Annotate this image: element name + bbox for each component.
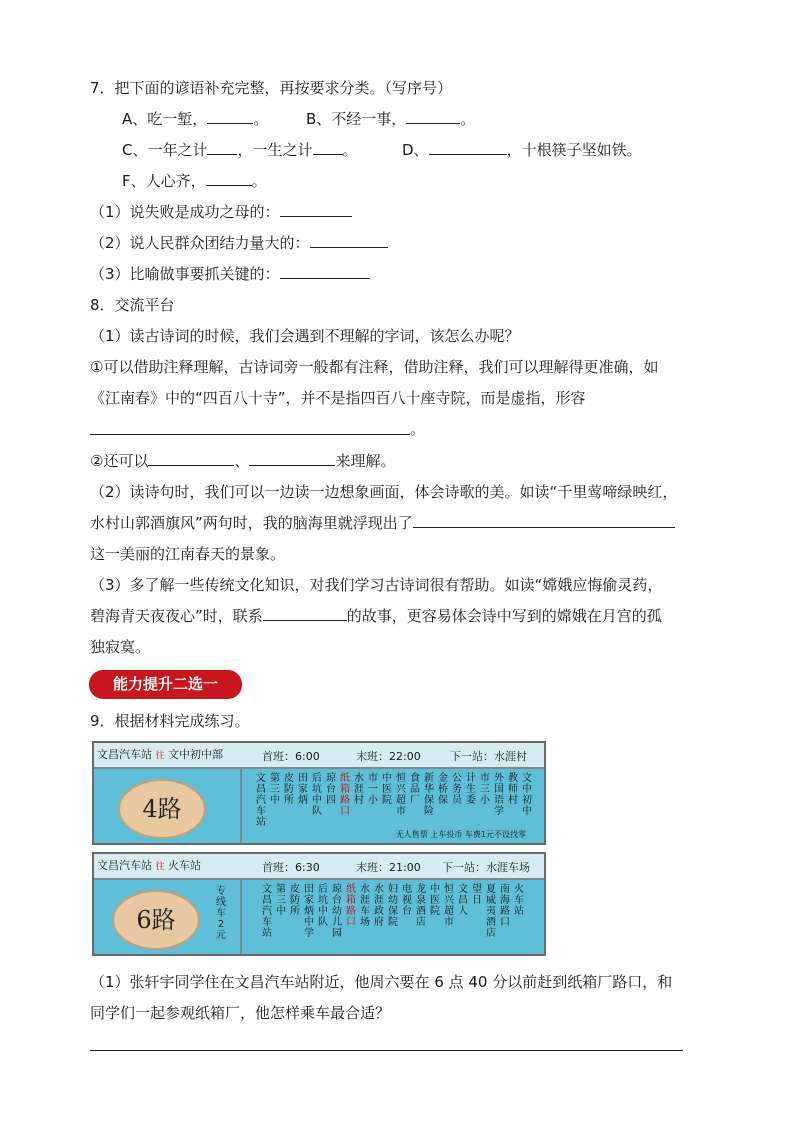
bus-4-header xyxy=(94,743,544,769)
q8-p7 xyxy=(90,513,675,533)
section-badge: 能力提升二选一 xyxy=(89,670,242,699)
q7-sub1-blank[interactable] xyxy=(280,202,352,217)
bus-4-route-arrow: 往 xyxy=(155,751,165,761)
bus-6-route xyxy=(97,857,201,873)
q7-f-blank[interactable] xyxy=(206,171,252,186)
q7-a-label: A、吃一堑， xyxy=(122,110,208,128)
bus-4-stop: 琼 台 四 xyxy=(326,773,336,806)
bus-6-special: 专 线 车 2 元 xyxy=(216,886,226,941)
q7-sub3-text: （3）比喻做事要抓关键的： xyxy=(90,265,280,283)
q8-p3: 《江南春》中的“四百八十寺”，并不是指四百八十座寺院，而是虚指，形容 xyxy=(90,389,586,407)
q8-p8: 这一美丽的江南春天的景象。 xyxy=(90,545,286,563)
bus-6-stop: 火 车 站 xyxy=(514,884,524,917)
q7-c-blank1[interactable] xyxy=(207,140,237,155)
q9-sub1-a: （1）张轩宇同学住在文昌汽车站附近，他周六要在 6 点 40 分以前赶到纸箱厂路口，和 xyxy=(90,973,673,991)
bus-4-last: 末班：22:00 xyxy=(356,750,421,763)
q8-p5-b: 、 xyxy=(234,452,250,470)
q8-p7-blank[interactable] xyxy=(413,513,675,528)
bus-6-sign xyxy=(92,852,546,956)
bus-6-last: 末班：21:00 xyxy=(356,861,421,874)
bus-6-stop: 后 坑 中 队 xyxy=(318,884,328,928)
q8-p10-blank[interactable] xyxy=(263,606,347,621)
q8-p5-c: 来理解。 xyxy=(335,452,396,470)
q8-p4-end: 。 xyxy=(410,420,426,438)
q7-c-blank2[interactable] xyxy=(313,140,343,155)
q7-d-blank[interactable] xyxy=(429,140,507,155)
q7-item-d xyxy=(402,140,642,160)
bus-6-left-panel xyxy=(94,880,242,954)
q7-sub2-text: （2）说人民群众团结力量大的： xyxy=(90,234,310,252)
q7-item-b xyxy=(306,109,475,129)
bus-6-header xyxy=(94,854,544,880)
q8-p9: （3）多了解一些传统文化知识，对我们学习古诗词很有帮助。如读“嫦娥应悔偷灵药， xyxy=(90,576,663,594)
q8-p5-a: ②还可以 xyxy=(90,452,149,470)
q7-item-f xyxy=(122,171,267,191)
bus-6-stop: 田 家 炳 中 学 xyxy=(304,884,314,939)
bus-4-stop: 水 涯 村 xyxy=(354,773,364,806)
q7-a-blank[interactable] xyxy=(207,109,253,124)
bus-4-sign xyxy=(92,741,546,845)
bus-6-stop: 电 视 台 xyxy=(402,884,412,917)
q8-p10-a: 碧海青天夜夜心”时，联系 xyxy=(90,607,263,625)
q8-p2: ①可以借助注释理解，古诗词旁一般都有注释，借助注释，我们可以理解得更准确，如 xyxy=(90,358,659,376)
bus-6-stop: 恒 兴 超 市 xyxy=(444,884,454,928)
q7-c-mid: ，一生之计 xyxy=(237,141,313,159)
q8-p1: （1）读古诗词的时候，我们会遇到不理解的字词，该怎么办呢？ xyxy=(90,327,520,345)
q7-f-end: 。 xyxy=(251,172,267,190)
q8-p10-b: 的故事，更容易体会诗中写到的嫦娥在月宫的孤 xyxy=(346,607,662,625)
bus-6-next: 下一站：水涯车场 xyxy=(442,861,530,874)
bus-6-stop: 望 日 xyxy=(472,884,482,906)
bus-6-stop: 夏 威 夷 酒 店 xyxy=(486,884,496,939)
q7-d-end: ，十根筷子坚如铁。 xyxy=(506,141,642,159)
q8-p10 xyxy=(90,606,662,626)
bus-4-next: 下一站：水涯村 xyxy=(450,750,527,763)
bus-4-stop: 后 坑 中 队 xyxy=(312,773,322,817)
bus-6-stop: 水 涯 政 府 xyxy=(374,884,384,928)
q7-sub1 xyxy=(90,202,352,222)
q9-title: 9．根据材料完成练习。 xyxy=(90,712,250,730)
q7-c-label: C、一年之计 xyxy=(122,141,208,159)
bus-4-stop: 田 家 炳 xyxy=(298,773,308,806)
bus-6-stop: 琼 台 幼 儿 园 xyxy=(332,884,342,939)
bus-4-first: 首班：6:00 xyxy=(262,750,320,763)
bus-6-stop: 水 涯 车 场 xyxy=(360,884,370,928)
q7-b-label: B、不经一事， xyxy=(306,110,407,128)
q8-p5-blank2[interactable] xyxy=(249,451,335,466)
bus-4-stop: 市 一 小 xyxy=(368,773,378,806)
q8-title: 8．交流平台 xyxy=(90,296,175,314)
bus-4-stop: 文 昌 汽 车 站 xyxy=(256,773,266,828)
bus-4-stop: 新 华 保 险 xyxy=(424,773,434,817)
q7-c-end: 。 xyxy=(342,141,358,159)
q7-title: 7．把下面的谚语补充完整，再按要求分类。（写序号） xyxy=(90,79,453,97)
bus-4-route-to: 文中初中部 xyxy=(168,748,224,761)
q8-p7-text: 水村山郭酒旗风”两句时，我的脑海里就浮现出了 xyxy=(90,514,413,532)
bus-4-stop: 第 三 中 xyxy=(270,773,280,806)
bus-6-number: 6路 xyxy=(112,890,200,950)
q9-sub1-b: 同学们一起参观纸箱厂，他怎样乘车最合适？ xyxy=(90,1004,391,1022)
q8-p11: 独寂寞。 xyxy=(90,638,151,656)
q7-sub3 xyxy=(90,264,370,284)
bus-4-stop: 皮 防 所 xyxy=(284,773,294,806)
bus-6-stop: 皮 防 所 xyxy=(290,884,300,917)
bus-6-stop: 文 昌 人 xyxy=(458,884,468,917)
q7-sub1-text: （1）说失败是成功之母的： xyxy=(90,203,280,221)
bus-4-footer: 无人售票 上车投币 车费1元不设找零 xyxy=(395,830,526,839)
q7-b-blank[interactable] xyxy=(406,109,460,124)
q7-d-label: D、 xyxy=(402,141,429,159)
bus-6-stop: 妇 幼 保 院 xyxy=(388,884,398,928)
q7-item-c xyxy=(122,140,358,160)
bus-4-stop: 文 中 初 中 xyxy=(522,773,532,817)
q7-item-a xyxy=(122,109,268,129)
bus-4-stop: 计 生 委 xyxy=(466,773,476,806)
q8-p5-blank1[interactable] xyxy=(148,451,234,466)
q7-a-end: 。 xyxy=(253,110,269,128)
bus-6-stop: 纸 箱 路 口 xyxy=(346,884,356,928)
bus-6-stop: 南 海 路 口 xyxy=(500,884,510,928)
bus-6-stop: 第 三 中 xyxy=(276,884,286,917)
bus-4-stop: 公 务 员 xyxy=(452,773,462,806)
bus-4-left-panel xyxy=(94,769,242,843)
q8-p4-blank[interactable] xyxy=(90,434,410,435)
bus-4-stop: 金 桥 保 xyxy=(438,773,448,806)
bus-6-stops xyxy=(260,884,526,939)
bus-4-stop: 恒 兴 超 市 xyxy=(396,773,406,817)
bus-6-stop: 中 医 院 xyxy=(430,884,440,917)
bus-6-first: 首班：6:30 xyxy=(262,861,320,874)
bus-4-route xyxy=(97,746,223,762)
q9-answer-line[interactable] xyxy=(90,1050,683,1051)
q7-sub2-blank[interactable] xyxy=(310,233,388,248)
q8-p6: （2）读诗句时，我们可以一边读一边想象画面，体会诗歌的美。如读“千里莺啼绿映红， xyxy=(90,483,678,501)
bus-4-stop: 外 国 语 学 xyxy=(494,773,504,817)
bus-4-stops xyxy=(254,773,534,828)
q7-sub2 xyxy=(90,233,388,253)
bus-6-route-arrow: 往 xyxy=(155,862,165,872)
bus-4-stop: 食 品 厂 xyxy=(410,773,420,806)
bus-6-stop: 文 昌 汽 车 站 xyxy=(262,884,272,939)
bus-4-number: 4路 xyxy=(118,779,206,839)
bus-4-stop: 中 医 院 xyxy=(382,773,392,806)
bus-4-stop: 市 三 小 xyxy=(480,773,490,806)
q7-f-label: F、人心齐， xyxy=(122,172,206,190)
bus-4-stop: 纸 箱 路 口 xyxy=(340,773,350,817)
bus-6-route-from: 文昌汽车站 xyxy=(97,859,152,872)
q7-b-end: 。 xyxy=(460,110,476,128)
bus-6-stop: 龙 泉 酒 店 xyxy=(416,884,426,928)
bus-6-route-to: 火车站 xyxy=(168,859,202,872)
q8-p5 xyxy=(90,451,395,471)
bus-4-stop: 教 师 村 xyxy=(508,773,518,806)
bus-4-route-from: 文昌汽车站 xyxy=(97,748,152,761)
q7-sub3-blank[interactable] xyxy=(280,264,370,279)
